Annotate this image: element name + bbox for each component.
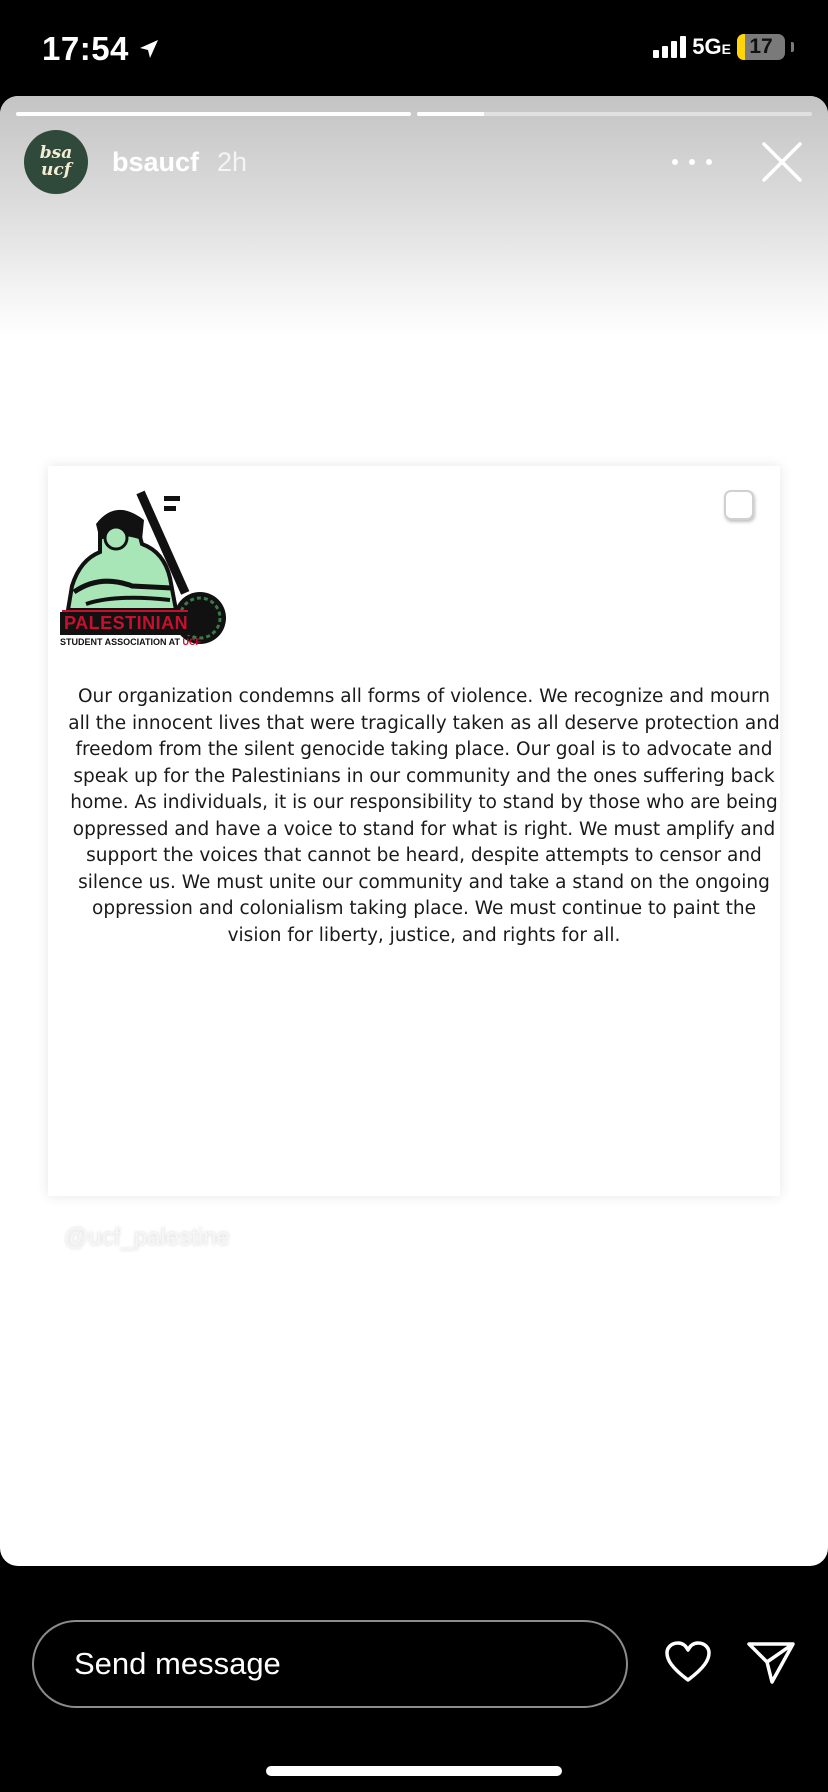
send-message-input[interactable] <box>32 1620 628 1708</box>
home-indicator[interactable] <box>266 1766 562 1776</box>
network-type: 5GE <box>692 34 731 59</box>
story-progress <box>16 112 812 116</box>
more-dot-icon <box>672 159 678 165</box>
checkbox[interactable] <box>724 490 754 520</box>
clock-text: 17:54 <box>42 30 129 67</box>
story-header <box>24 130 804 194</box>
logo-main-text: PALESTINIAN <box>60 612 192 635</box>
status-indicators <box>653 34 794 60</box>
heart-icon[interactable] <box>664 1640 712 1684</box>
avatar-text-line2: ucf <box>40 160 72 180</box>
status-time <box>42 30 161 68</box>
more-options-button[interactable] <box>672 148 712 176</box>
username[interactable]: bsaucf <box>112 146 200 177</box>
post-statement-text: Our organization condemns all forms of violence. We recognize and mourn all the innocent lives that were tragically taken as all deserve protection and freedom from the silent genocide taking place. Our goal is to advocate and speak up for the Palestinians in our community and the ones suffering back home. As individuals, it is our responsibility to stand by those who are being oppressed and have a voice to stand for what is right. We must amplify and support the voices that cannot be heard, despite attempts to censor and silence us. We must unite our community and take a stand on the ongoing oppression and colonialism taking place. We must continue to paint the vision for liberty, justice, and rights for all. <box>68 686 780 946</box>
location-arrow-icon <box>137 37 161 61</box>
logo-sub-text: STUDENT ASSOCIATION AT UCF <box>60 637 202 647</box>
mention-sticker[interactable]: @ucf_palestine <box>64 1224 230 1251</box>
progress-fill <box>417 112 484 116</box>
story-post-image <box>48 466 780 1196</box>
send-message-placeholder: Send message <box>74 1646 281 1681</box>
progress-fill <box>16 112 411 116</box>
battery-icon <box>737 34 785 60</box>
progress-segment <box>16 112 411 116</box>
more-dot-icon <box>689 159 695 165</box>
cellular-signal-icon <box>653 36 686 58</box>
avatar-text-line1: bsa <box>39 143 73 163</box>
progress-segment <box>417 112 812 116</box>
time-ago: 2h <box>217 146 248 177</box>
battery-percent: 17 <box>749 35 773 58</box>
more-dot-icon <box>706 159 712 165</box>
story-viewer[interactable] <box>0 96 828 1566</box>
status-bar <box>0 0 828 96</box>
send-icon[interactable] <box>746 1638 796 1686</box>
battery-tip <box>791 42 794 52</box>
battery-fill <box>737 34 745 60</box>
logo-wordmark <box>60 612 230 647</box>
close-icon[interactable] <box>760 140 804 184</box>
avatar[interactable] <box>24 130 88 194</box>
